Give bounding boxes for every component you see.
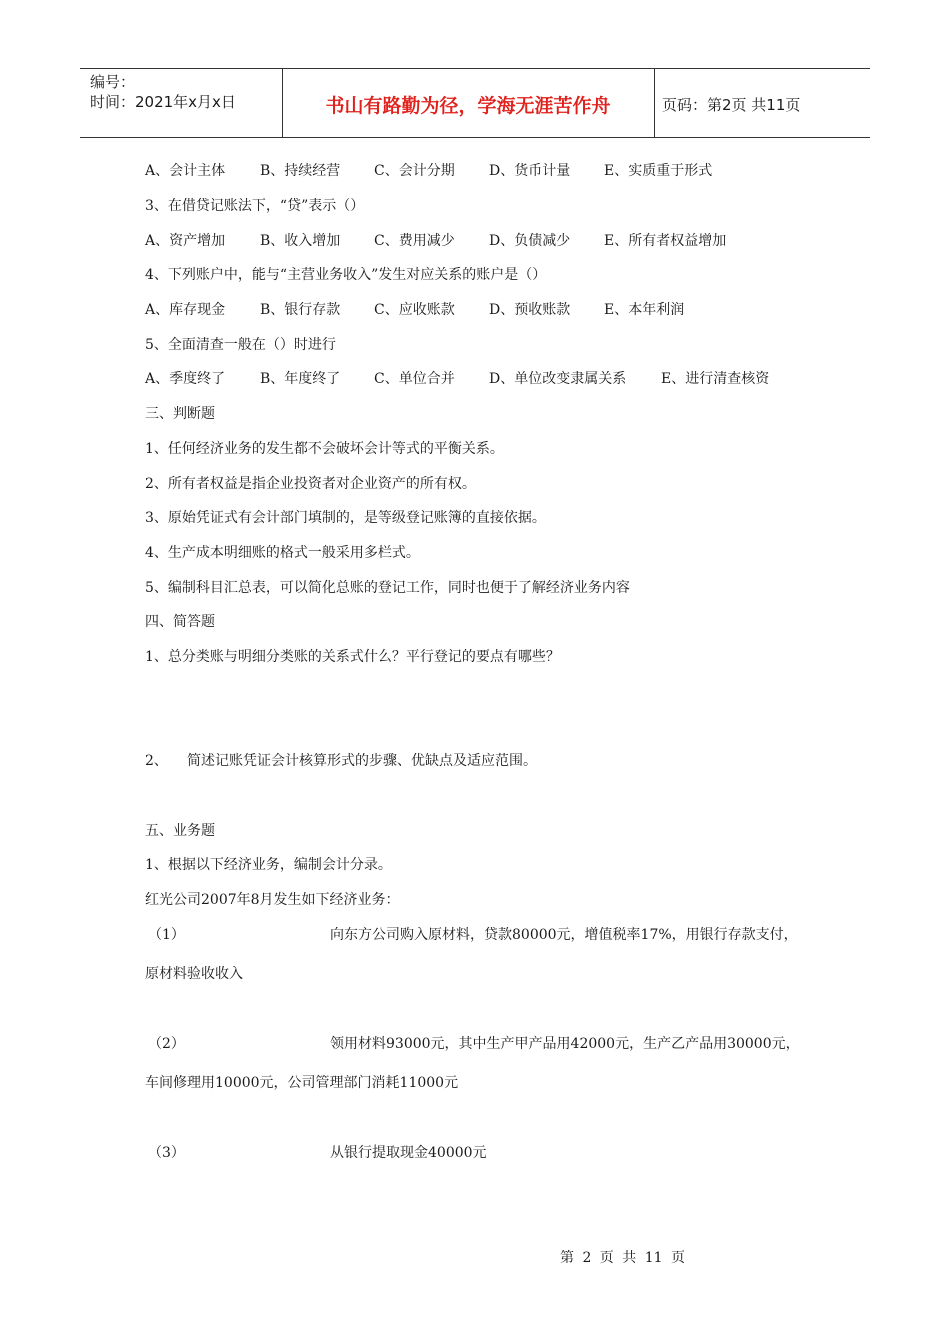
option-b: B、收入增加 — [260, 233, 341, 249]
question-3-stem: 3、在借贷记账法下，“贷”表示（） — [145, 198, 365, 214]
option-a: A、库存现金 — [145, 302, 226, 318]
option-c: C、会计分期 — [374, 163, 455, 179]
business-item-2-number: （2） — [148, 1036, 185, 1052]
header-page-indicator: 页码：第2页 共11页 — [662, 96, 801, 114]
business-intro: 1、根据以下经济业务，编制会计分录。 — [145, 857, 392, 873]
judgement-item-2: 2、所有者权益是指企业投资者对企业资产的所有权。 — [145, 476, 476, 492]
page-header — [80, 68, 870, 138]
business-item-1-continuation: 原材料验收收入 — [145, 966, 243, 982]
judgement-item-5: 5、编制科目汇总表，可以简化总账的登记工作，同时也便于了解经济业务内容 — [145, 580, 630, 596]
page-footer: 第 2 页 共 11 页 — [560, 1250, 685, 1266]
header-left-cell — [80, 69, 283, 137]
option-a: A、会计主体 — [145, 163, 226, 179]
business-item-3-text: 从银行提取现金40000元 — [330, 1145, 487, 1161]
option-c: C、单位合并 — [374, 371, 455, 387]
section-4-title: 四、简答题 — [145, 614, 215, 630]
option-d: D、负债减少 — [489, 233, 571, 249]
option-e: E、所有者权益增加 — [604, 233, 727, 249]
option-e: E、进行清查核资 — [661, 371, 770, 387]
option-e: E、实质重于形式 — [604, 163, 713, 179]
section-5-title: 五、业务题 — [145, 823, 215, 839]
question-5-stem: 5、全面清查一般在（）时进行 — [145, 337, 336, 353]
option-d: D、单位改变隶属关系 — [489, 371, 627, 387]
option-d: D、货币计量 — [489, 163, 571, 179]
document-time-label: 时间：2021年x月x日 — [90, 93, 236, 111]
option-a: A、季度终了 — [145, 371, 226, 387]
header-slogan: 书山有路勤为径，学海无涯苦作舟 — [325, 95, 611, 117]
business-item-2-continuation: 车间修理用10000元，公司管理部门消耗11000元 — [145, 1075, 459, 1091]
judgement-item-1: 1、任何经济业务的发生都不会破坏会计等式的平衡关系。 — [145, 441, 504, 457]
option-a: A、资产增加 — [145, 233, 226, 249]
short-answer-2-text: 简述记账凭证会计核算形式的步骤、优缺点及适应范围。 — [187, 753, 537, 769]
short-answer-2-number: 2、 — [145, 753, 168, 769]
option-e: E、本年利润 — [604, 302, 685, 318]
option-c: C、费用减少 — [374, 233, 455, 249]
judgement-item-4: 4、生产成本明细账的格式一般采用多栏式。 — [145, 545, 420, 561]
company-statement: 红光公司2007年8月发生如下经济业务： — [145, 892, 400, 908]
option-b: B、年度终了 — [260, 371, 341, 387]
business-item-2-text: 领用材料93000元，其中生产甲产品用42000元，生产乙产品用30000元， — [330, 1036, 800, 1052]
business-item-3-number: （3） — [148, 1145, 185, 1161]
header-right-cell — [654, 69, 870, 137]
judgement-item-3: 3、原始凭证式有会计部门填制的，是等级登记账簿的直接依据。 — [145, 510, 546, 526]
header-middle-cell — [282, 69, 655, 137]
question-4-stem: 4、下列账户中，能与“主营业务收入”发生对应关系的账户是（） — [145, 267, 547, 283]
short-answer-1: 1、总分类账与明细分类账的关系式什么？平行登记的要点有哪些？ — [145, 649, 560, 665]
option-b: B、持续经营 — [260, 163, 341, 179]
business-item-1-text: 向东方公司购入原材料，贷款80000元，增值税率17%，用银行存款支付， — [330, 927, 798, 943]
option-c: C、应收账款 — [374, 302, 455, 318]
option-d: D、预收账款 — [489, 302, 571, 318]
document-number-label: 编号： — [90, 73, 136, 91]
section-3-title: 三、判断题 — [145, 406, 215, 422]
option-b: B、银行存款 — [260, 302, 341, 318]
business-item-1-number: （1） — [148, 927, 185, 943]
